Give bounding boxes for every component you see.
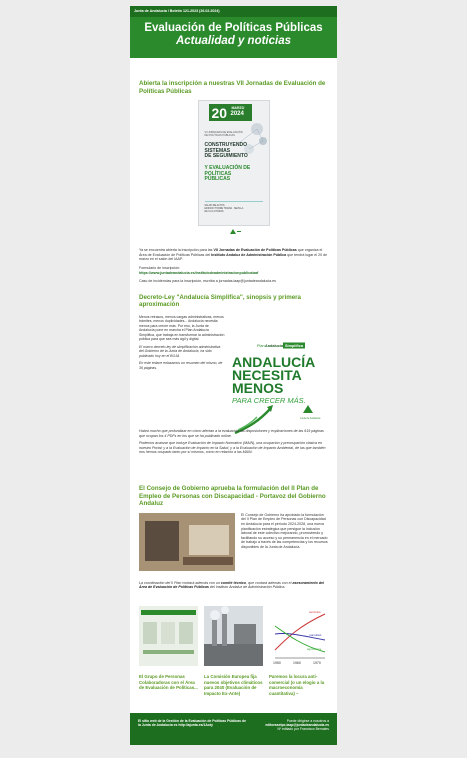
tag-plan: Plan — [257, 343, 265, 348]
form-label: Formulario de inscripción: — [139, 265, 181, 270]
banner-line-2: NECESITA — [232, 366, 302, 383]
junta-logo-row — [199, 228, 269, 236]
tag-name: Andalucía — [265, 343, 284, 348]
article3-photo[interactable] — [139, 513, 235, 571]
andalucia-simplifica-banner[interactable] — [229, 341, 330, 437]
article3-text: El Consejo de Gobierno ha aprobado la formulación del II Plan de Empleo de Personas con Discapacidad en Andalucía para el período 2024-2028, una nueva planificación estratégica que persigue la inclusión laboral de este colectivo mejorando, promoviendo y facilitando su acceso y su permanencia en el mercado de trabajo a través de las competencias y los recursos disponibles de la Junta de Andalucía. — [241, 512, 328, 549]
poster-venue: SALON DE ACTOS EDIFICIO TORRE TRIANA · SEVILLA DE 9 A 14 HORAS — [204, 205, 244, 213]
article-title[interactable]: Abierta la inscripción a nuestras VII Jornadas de Evaluación de Políticas Públicas — [139, 80, 326, 95]
related-cards — [139, 606, 328, 706]
article2-paragraph: Habrá mucho que profundizar en cómo afectan a la evaluación las disposiciones y explicaciones de las 619 páginas que ocupan los 4 PDFs en los que se ha publicado online. — [139, 428, 324, 438]
svg-text:servicios: servicios — [309, 609, 321, 614]
form-link[interactable]: https://www.juntadeandalucia.es/institutodeadministracionpublica/aaf — [139, 270, 259, 275]
article3-footnote: La coordinación del II Plan contará además con un comité técnico, que contará además con el asesoramiento del Área de Evaluación de Políticas Públicas del Instituto Andaluz de Administración Pública. — [139, 580, 325, 590]
article2-text — [139, 315, 225, 374]
contact-text: Caso de incidencias para la inscripción, escriba a jornadas.iaap@juntadeandalucia.es — [139, 279, 276, 284]
svg-text:1950: 1950 — [273, 660, 281, 665]
divider — [205, 201, 263, 202]
svg-text:manufact.: manufact. — [309, 632, 323, 637]
svg-text:agricultura: agricultura — [307, 646, 322, 651]
hero-subtitle: Actualidad y noticias — [175, 35, 292, 47]
simplifica-graphic — [229, 341, 330, 437]
svg-text:1960: 1960 — [293, 660, 301, 665]
article-title[interactable]: Decreto-Ley "Andalucía Simplifica", sinopsis y primera aproximación — [139, 293, 301, 309]
poster-day: 20 — [211, 105, 228, 122]
footer — [130, 713, 337, 745]
article3-body — [139, 513, 328, 581]
article2-paragraph: Menos retrasos, menos cargas administrativas, menos trámites, menos duplicidades... Andalucía necesita menos para crecer más. Por eso, la Junta de Andalucía pone en marcha el Plan Andalucía Simplifica, que trabaja en transformar la administración pública para que sea más ágil y digital. — [139, 314, 225, 342]
card-thumbnail — [139, 606, 198, 666]
poster-headline-1: CONSTRUYENDO SISTEMAS DE SEGUIMIENTO — [204, 142, 248, 160]
card-caption: Paremos la locura anti-comercial (o un elogio a la macroeconomía cuantitativa) – — [269, 673, 325, 696]
related-card[interactable] — [269, 606, 329, 696]
svg-text:1970: 1970 — [313, 660, 321, 665]
banner-logo-text: Junta de Andalucía — [300, 416, 321, 420]
card-chart-thumbnail — [269, 606, 328, 666]
jornadas-poster[interactable] — [198, 100, 270, 226]
article2-paragraph: Podemos avanzar que incluye Evaluación de Impacto Normativo (MAIN), una ocupación y preocupación clásica en nuestro Portal; y a la Evaluación de Impacto en la Salud, y a la Evaluación de Impacto Ambiental, de las que también nos hemos ocupado tanto por sí mismos, como en relación a las MAIN. — [139, 441, 326, 455]
banner-line-4: PARA CRECER MÁS. — [232, 395, 306, 405]
article2-paragraph: El marco decreto-ley de simplificación administrativa del Gobierno de la Junta de Andalucía, ha sido publicado hoy en el BOJA — [139, 344, 221, 358]
newsletter — [130, 6, 337, 745]
poster-date — [209, 104, 252, 121]
poster-headline-2: Y EVALUACIÓN DE POLÍTICAS PÚBLICAS — [204, 165, 251, 183]
card-caption: La Comisión Europea fija nuevos objetivos climáticos para 2040 (Evaluación de Impacto Ex-Ante) — [204, 673, 263, 696]
related-card[interactable] — [204, 606, 264, 696]
article2-paragraph: En este enlace enlazamos un resumen del mismo, de 36 páginas. — [139, 361, 223, 370]
banner-line-3: MENOS — [232, 379, 284, 396]
footer-site-text[interactable]: El sitio web de la Gestión de la Evaluación de Políticas Públicas de la Junta de Andalucía es http://ajunta.es/1Aoty — [138, 718, 246, 728]
card-thumbnail — [204, 606, 263, 666]
topbar: Junta de Andalucía / Boletín 121-2023 (26.02.2024) — [130, 6, 337, 17]
banner-line-1: ANDALUCÍA — [232, 353, 316, 370]
footer-email-link[interactable]: editorasetpc.iaap@juntadeandalucia.es — [265, 723, 329, 728]
junta-logo-icon — [228, 228, 242, 235]
tag-badge: Simplifica — [285, 343, 303, 348]
poster-year: 2024 — [230, 111, 244, 118]
related-card[interactable] — [139, 606, 199, 691]
article2-body — [139, 315, 328, 475]
hero-title: Evaluación de Políticas Públicas — [144, 22, 323, 34]
poster-month: MARZO — [231, 106, 245, 111]
junta-logo-icon — [303, 405, 313, 413]
footer-contact: Puede dirigirse a nosotros a editorasetpc.iaap@juntadeandalucia.es Nº editado por Francisco Bernales — [263, 719, 329, 732]
article-title[interactable]: El Consejo de Gobierno aprueba la formulación del II Plan de Empleo de Personas con Discapacidad - Portavoz del Gobierno Andaluz — [139, 484, 326, 508]
poster-subtitle: VII JORNADAS DE EVALUACIÓN DE POLÍTICAS PÚBLICAS — [204, 131, 243, 138]
hero-banner — [130, 17, 337, 58]
article1-intro: Ya se encuentra abierta la inscripción para las VII Jornadas de Evaluación de Políticas Públicas que organiza el Área de Evaluación de Políticas Públicas del Instituto Andaluz de Administración Pública que tendrá lugar el 20 de marzo en el salón del IAAP. — [139, 248, 328, 262]
card-caption: El Grupo de Personas Colaboradoras con el Área de Evaluación de Políticas... — [139, 673, 198, 691]
workshop-photo-graphic — [139, 513, 235, 571]
